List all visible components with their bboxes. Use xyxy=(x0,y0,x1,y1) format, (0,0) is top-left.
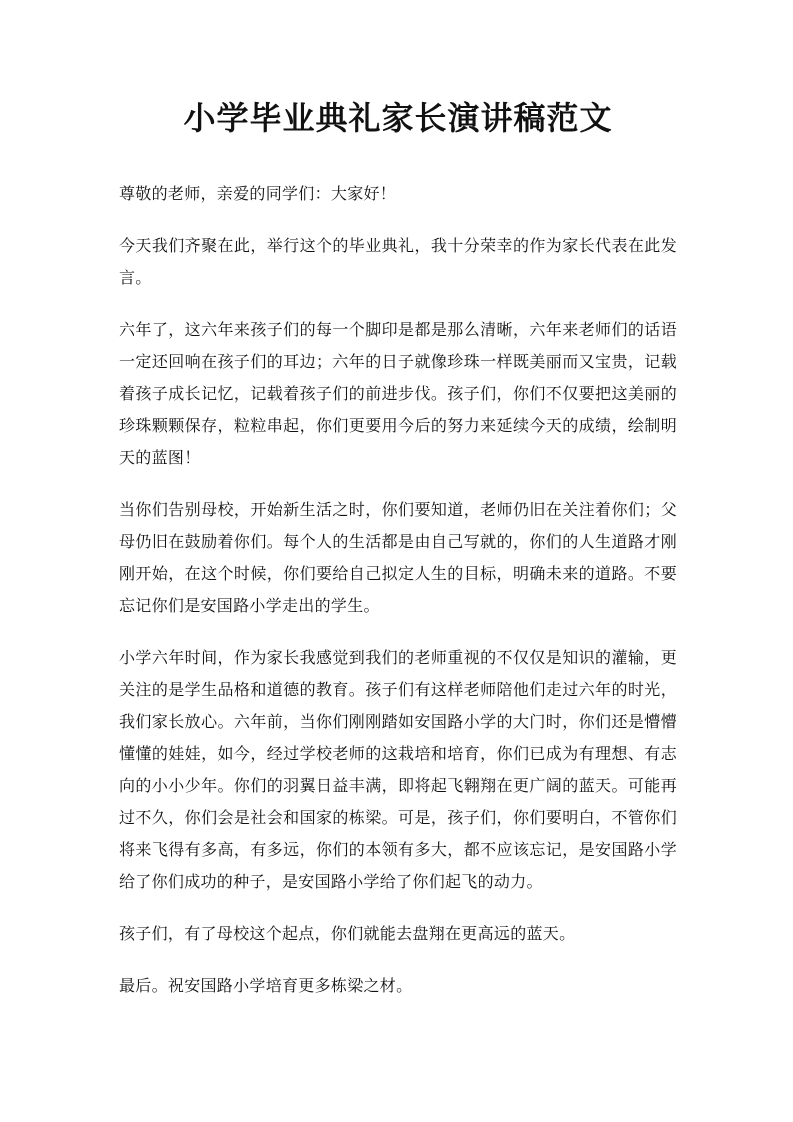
body-paragraph-teachers: 小学六年时间，作为家长我感觉到我们的老师重视的不仅仅是知识的灌输，更关注的是学生品格和道德的教育。孩子们有这样老师陪他们走过六年的时光，我们家长放心。六年前，当你们刚刚踏如安国路小学的大门时，你们还是懵懵懂懂的娃娃，如今，经过学校老师的这栽培和培育，你们已成为有理想、有志向的小小少年。你们的羽翼日益丰满，即将起飞翱翔在更广阔的蓝天。可能再过不久，你们会是社会和国家的栋梁。可是，孩子们，你们要明白，不管你们将来飞得有多高，有多远，你们的本领有多大，都不应该忘记，是安国路小学给了你们成功的种子，是安国路小学给了你们起飞的动力。 xyxy=(119,648,677,891)
greeting-paragraph: 尊敬的老师，亲爱的同学们：大家好！ xyxy=(119,184,397,203)
intro-paragraph: 今天我们齐聚在此，举行这个的毕业典礼，我十分荣幸的作为家长代表在此发言。 xyxy=(119,236,677,287)
body-paragraph-starting-point: 孩子们，有了母校这个起点，你们就能去盘翔在更高远的蓝天。 xyxy=(119,924,576,943)
body-paragraph-farewell: 当你们告别母校，开始新生活之时，你们要知道，老师仍旧在关注着你们；父母仍旧在鼓励着你们。每个人的生活都是由自己写就的，你们的人生道路才刚刚开始，在这个时候，你们要给自己拟定人生的目标，明确未来的道路。不要忘记你们是安国路小学走出的学生。 xyxy=(119,500,677,615)
document-title: 小学毕业典礼家长演讲稿范文 xyxy=(183,99,613,137)
closing-paragraph: 最后。祝安国路小学培育更多栋梁之材。 xyxy=(119,976,413,995)
body-paragraph-six-years: 六年了，这六年来孩子们的每一个脚印是都是那么清晰，六年来老师们的话语一定还回响在孩子们的耳边；六年的日子就像珍珠一样既美丽而又宝贵，记载着孩子成长记忆，记载着孩子们的前进步伐。孩子们，你们不仅要把这美丽的珍珠颗颗保存，粒粒串起，你们更要用今后的努力来延续今天的成绩，绘制明天的蓝图！ xyxy=(119,320,677,467)
